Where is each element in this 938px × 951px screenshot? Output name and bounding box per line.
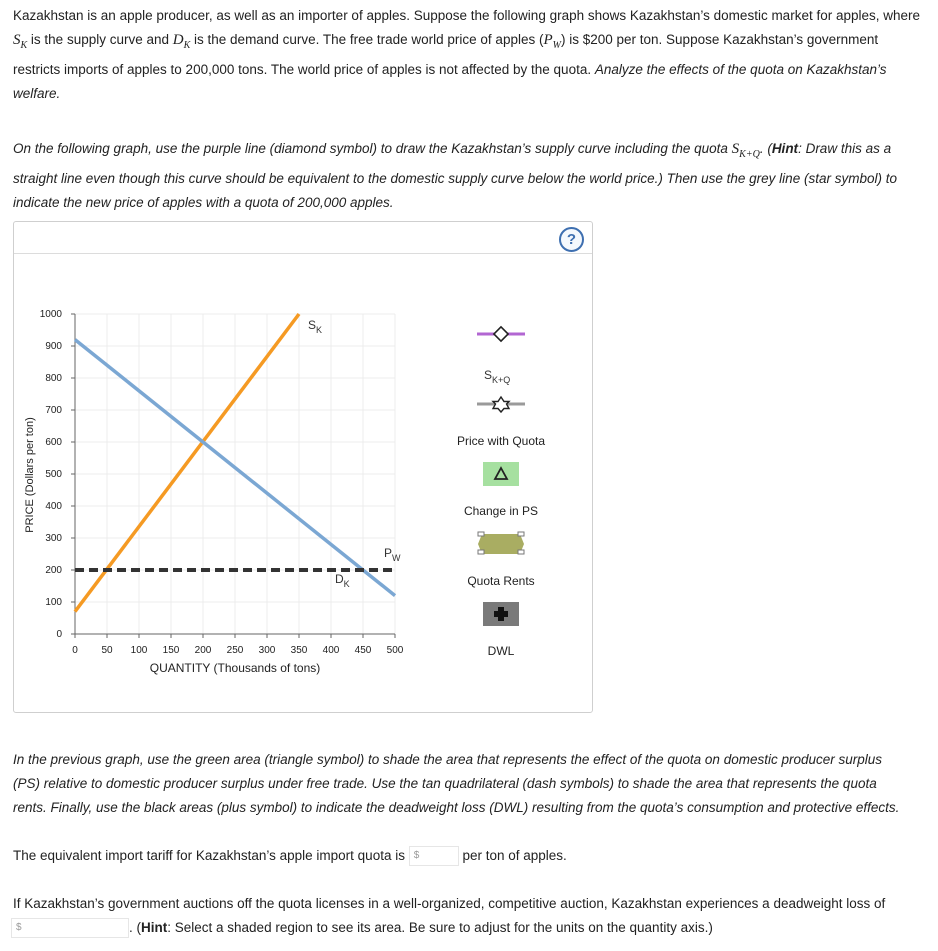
intro-task: Analyze the effects of the quota on Kazakhstan’s [594,62,887,77]
tool-supply-with-quota[interactable] [477,327,525,341]
problem-intro [13,4,928,106]
tool-quota-rents[interactable] [478,532,524,554]
skq-symbol: $S_{K+Q}$ [731,141,760,160]
y-tick-label: 800 [45,373,62,384]
x-tick-label: 50 [101,645,113,656]
y-tick-label: 200 [45,565,62,576]
sk-symbol: $S_K$ [13,32,28,51]
y-tick-label: 900 [45,341,62,352]
x-tick-label: 0 [72,645,78,656]
star-icon [493,397,509,412]
intro-text-2a: is the supply curve and [27,32,173,47]
axes [40,309,404,656]
dk-symbol: $D_K$ [172,32,191,51]
intro-text-2c: ) is $200 per ton. Suppose Kazakhstan’s government [560,32,879,47]
tariff-input[interactable] [409,846,459,866]
shade-instructions [13,748,928,820]
dwl-input[interactable] [11,918,129,938]
tool-change-in-ps-label: Change in PS [463,504,539,518]
y-tick-label: 500 [45,469,62,480]
diamond-icon [494,327,508,341]
y-tick-label: 600 [45,437,62,448]
y-tick-label: 300 [45,533,62,544]
dash-icon [478,550,484,554]
instr-line-1c: : Draw this as a [798,141,892,156]
intro-line-1: Kazakhstan is an apple producer, as well as an importer of apples. Suppose the following graph shows Kazakhstan’s domestic market for apples, where [13,8,921,23]
tool-price-with-quota-label: Price with Quota [456,434,546,448]
dwl-question [13,892,928,940]
hint-label: Hint [141,920,168,935]
sk-label: $S_K$ [308,318,323,335]
x-tick-label: 400 [322,645,340,656]
x-tick-label: 450 [354,645,372,656]
tariff-question-text: The equivalent import tariff for Kazakhstan’s apple import quota is [13,848,409,863]
x-tick-label: 300 [258,645,276,656]
y-axis-title: PRICE (Dollars per ton) [24,417,36,533]
dwl-hint-text: : Select a shaded region to see its area. Be sure to adjust for the units on the quantity axis.) [167,920,713,935]
x-axis-title: QUANTITY (Thousands of tons) [149,661,321,675]
graph-panel [13,221,593,713]
y-tick-label: 700 [45,405,62,416]
curve-sk [75,314,299,612]
instr-line-1a: On the following graph, use the purple line (diamond symbol) to draw the Kazakhstan’s supply curve including the quota [13,141,732,156]
instr-line-2: straight line even though this curve should be equivalent to the domestic supply curve below the world price.) Then use the grey line (star symbol) to [13,171,897,186]
intro-text-3a: restricts imports of apples to 200,000 tons. The world price of apples is not affected by the quota. [13,62,595,77]
x-tick-label: 350 [290,645,308,656]
intro-text-4: welfare. [13,86,61,101]
tool-change-in-ps[interactable] [483,462,519,486]
dash-icon [518,550,524,554]
tool-supply-with-quota-label: $S_{K+Q}$ [484,368,511,385]
dwl-question-text: If Kazakhstan’s government auctions off the quota licenses in a well-organized, competitive auction, Kazakhstan experiences a deadweight loss of [13,896,886,911]
intro-text-2b: is the demand curve. The free trade world price of apples ( [190,32,544,47]
shade-line-3: rents. Finally, use the black areas (plus symbol) to indicate the deadweight loss (DWL) resulting from the quota’s consumption and protective effects. [13,800,900,815]
graph-area [14,222,592,712]
hint-label: Hint [771,141,799,156]
x-tick-label: 150 [162,645,180,656]
y-tick-label: 100 [45,597,62,608]
dash-icon [518,532,524,536]
tariff-question-suffix: per ton of apples. [462,848,567,863]
y-tick-label: 1000 [39,309,62,320]
currency-symbol: $ [16,922,22,934]
pw-symbol: $P_W$ [543,32,561,51]
dwl-punct: . ( [129,920,141,935]
graph-instructions [13,137,928,215]
x-tick-label: 200 [194,645,212,656]
x-tick-label: 500 [386,645,404,656]
tool-dwl-label: DWL [487,644,515,658]
dash-icon [478,532,484,536]
shade-line-2: (PS) relative to domestic producer surplus under free trade. Use the tan quadrilateral (dash symbols) to shade the area that represents the quota [13,776,877,791]
dk-label: $D_K$ [335,572,350,589]
x-tick-label: 100 [130,645,148,656]
y-tick-label: 0 [56,629,62,640]
tariff-question [13,844,928,868]
tool-price-with-quota[interactable] [477,397,525,412]
shade-line-1: In the previous graph, use the green area (triangle symbol) to shade the area that represents the effect of the quota on domestic producer surplus [13,752,883,767]
y-tick-label: 400 [45,501,62,512]
instr-line-3: indicate the new price of apples with a quota of 200,000 apples. [13,195,394,210]
tool-dwl[interactable] [483,602,519,626]
pw-label: $P_W$ [384,546,401,563]
instr-punct: . ( [759,141,772,156]
x-tick-label: 250 [226,645,244,656]
tool-quota-rents-label: Quota Rents [467,574,535,588]
currency-symbol: $ [413,850,420,862]
help-button[interactable]: ? [559,227,584,252]
